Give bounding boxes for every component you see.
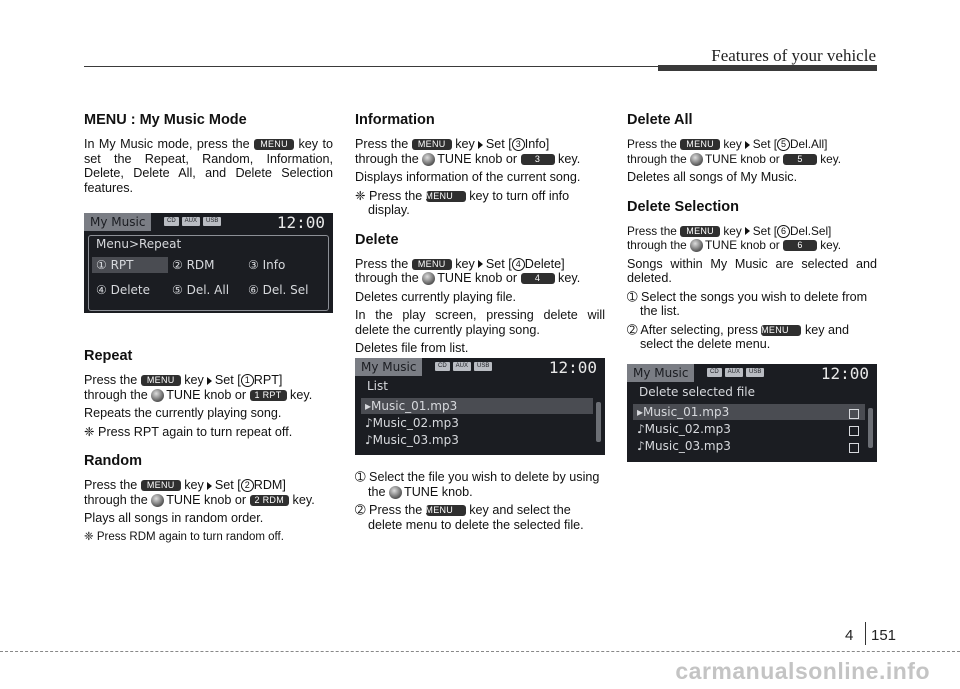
delete-instruction: Press the MENU key Set [ 4 Delete] through the TUNE knob or 4 key. [355,256,581,285]
delete-selection-instruction: Press the MENU key Set [ 6 Del.Sel] through the TUNE knob or 6 key. [627,223,842,252]
key-6: 6 [783,240,817,251]
screen-title: My Music [84,213,151,231]
repeat-instruction: Press the MENU key Set [ 1 RPT] through the TUNE knob or 1 RPT key. [84,373,313,402]
delete-all-instruction: Press the MENU key Set [ 5 Del.All] through the TUNE knob or 5 key. [627,137,842,166]
scrollbar [868,408,873,448]
repeat-heading: Repeat [84,348,133,364]
cd-tag: CD [435,362,450,371]
list-item: ♪Music_02.mp3 [365,416,459,430]
delete-heading: Delete [355,231,399,248]
menu-item-info: ③ Info [248,258,286,272]
arrow-right-icon [745,227,750,235]
list-item: ▸Music_01.mp3 [365,399,458,413]
tune-knob-icon [151,389,164,402]
number-circle: 5 [777,138,790,151]
tune-knob-icon [690,153,703,166]
list-title: List [367,379,388,393]
delete-selection-description: Songs within My Music are selected and deleted. [627,256,877,285]
aux-tag: AUX [182,217,200,226]
arrow-right-icon [207,377,212,385]
random-heading: Random [84,453,142,469]
repeat-note: ❈ Press RPT again to turn repeat off. [84,424,293,439]
menu-key: MENU [254,139,294,150]
key-3: 3 [521,154,555,165]
number-circle: 6 [777,225,790,238]
delete-selection-step-2: ➁ After selecting, press MENU key and select the delete menu. [627,322,850,351]
key-4: 4 [521,273,555,284]
random-note: ❈ Press RDM again to turn random off. [84,530,284,543]
left-column-lower [84,348,333,548]
scrollbar [596,402,601,442]
tune-knob-icon [422,153,435,166]
arrow-right-icon [478,260,483,268]
rdm-key: 2 RDM [250,495,290,506]
menu-key: MENU [680,226,720,237]
usb-tag: USB [203,217,221,226]
tune-knob-icon [690,239,703,252]
watermark: carmanualsonline.info [675,658,930,684]
header-bar [658,65,877,71]
tune-knob-icon [151,494,164,507]
delete-step-2: ➁ Press the MENU key and select the delete menu to delete the selected file. [355,503,584,532]
number-circle: 2 [241,479,254,492]
delete-selected-screen [627,364,877,462]
delete-selection-step-1: ➀ Select the songs you wish to delete from the list. [627,289,868,318]
menu-key: MENU [426,505,466,516]
usb-tag: USB [746,368,764,377]
list-title: Delete selected file [639,385,755,399]
checkbox [849,443,859,453]
menu-key: MENU [680,139,720,150]
menu-key: MENU [426,191,466,202]
checkbox [849,426,859,436]
repeat-description: Repeats the currently playing song. [84,406,282,420]
key-5: 5 [783,154,817,165]
info-note: ❈ Press the MENU key to turn off info display. [355,188,570,217]
menu-item-rpt: ① RPT [96,258,134,272]
list-screen [355,358,605,455]
info-instruction: Press the MENU key Set [ 3 Info] through the TUNE knob or 3 key. [355,137,581,166]
list-item: ♪Music_03.mp3 [365,433,459,447]
delete-description: Deletes currently playing file. [355,289,516,304]
menu-key: MENU [141,375,181,386]
info-description: Displays information of the current song. [355,170,581,184]
delete-all-description: Deletes all songs of My Music. [627,170,798,184]
page-divider [865,622,866,645]
number-circle: 4 [512,258,525,271]
delete-step-1: ➀ Select the file you wish to delete by using the TUNE knob. [355,470,600,499]
arrow-right-icon [207,482,212,490]
right-column [627,112,877,356]
checkbox [849,409,859,419]
footer-rule [0,651,960,653]
mode-heading: MENU : My Music Mode [84,112,247,128]
section-title: Features of your vehicle [711,46,876,65]
list-item: ▸Music_01.mp3 [637,405,730,419]
menu-key: MENU [412,259,452,270]
info-heading: Information [355,112,435,128]
menu-item-delete: ④ Delete [96,283,150,297]
list-item: ♪Music_02.mp3 [637,422,731,436]
intro-paragraph: In My Music mode, press the MENU key to set the Repeat, Random, Information, Delete, Delete All, and Delete Selection features. [84,137,334,195]
rpt-key: 1 RPT [250,390,287,401]
menu-key: MENU [761,325,801,336]
number-circle: 1 [241,374,254,387]
menu-item-rdm: ② RDM [172,258,215,272]
screen-title: My Music [627,364,694,382]
arrow-right-icon [478,141,483,149]
random-description: Plays all songs in random order. [84,511,264,525]
repeat-menu-screen [84,213,333,313]
screen-title: My Music [355,358,422,376]
left-column [84,112,333,199]
delete-all-heading: Delete All [627,112,693,128]
delete-from-list: Deletes file from list. [355,341,469,355]
chapter-number: 4 [845,627,854,644]
delete-play-screen: In the play screen, pressing delete will delete the currently playing song. [355,308,605,337]
menu-key: MENU [412,139,452,150]
page-number: 151 [871,627,897,644]
aux-tag: AUX [725,368,743,377]
number-circle: 3 [512,138,525,151]
delete-steps [355,470,605,536]
aux-tag: AUX [453,362,471,371]
tune-knob-icon [389,486,402,499]
delete-selection-heading: Delete Selection [627,198,740,215]
random-instruction: Press the MENU key Set [ 2 RDM] through the TUNE knob or 2 RDM key. [84,478,315,507]
usb-tag: USB [474,362,492,371]
clock: 12:00 [548,358,597,377]
cd-tag: CD [164,217,179,226]
menu-path: Menu>Repeat [96,237,182,251]
menu-item-del-sel: ⑥ Del. Sel [248,283,309,297]
menu-item-del-all: ⑤ Del. All [172,283,230,297]
clock: 12:00 [276,213,325,232]
list-item: ♪Music_03.mp3 [637,439,731,453]
cd-tag: CD [707,368,722,377]
arrow-right-icon [745,141,750,149]
clock: 12:00 [820,364,869,383]
middle-column [355,112,605,360]
menu-key: MENU [141,480,181,491]
tune-knob-icon [422,272,435,285]
